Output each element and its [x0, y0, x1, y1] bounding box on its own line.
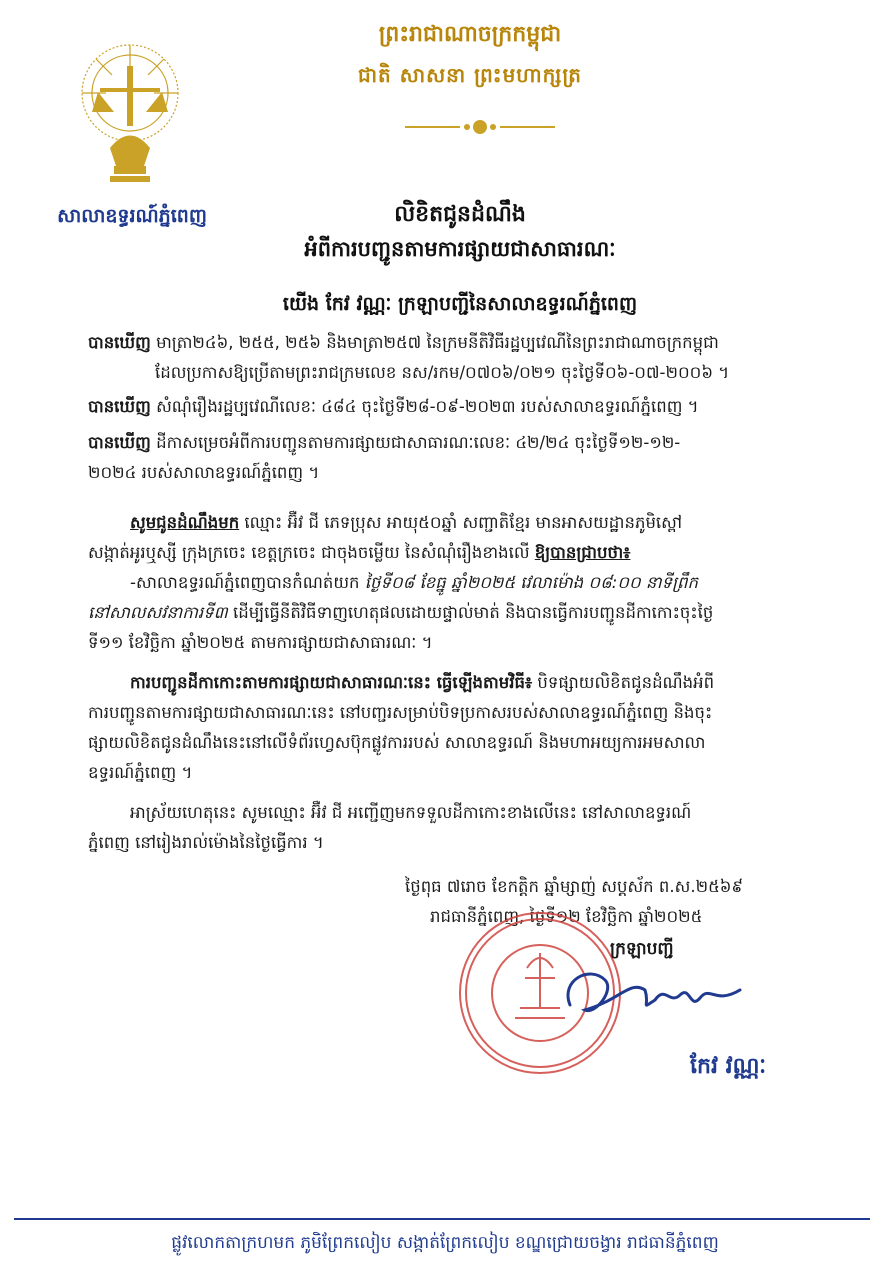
notification-paragraph [130, 508, 850, 538]
reference-3 [88, 428, 848, 458]
reference-3-continued: ២០២៤ របស់សាលាឧទ្ធរណ៍ភ្នំពេញ ។ [88, 463, 320, 482]
place-date: រាជធានីភ្នំពេញ, ថ្ងៃទី១២ ខែវិច្ឆិកា ឆ្នាំ២០២៥ [430, 907, 703, 926]
reference-text: សំណុំរឿងរដ្ឋប្បវេណីលេខៈ ៤៨៤ ចុះថ្ងៃទី២៨-០៩-២០២៣ របស់សាលាឧទ្ធរណ៍ភ្នំពេញ ។ [156, 397, 699, 416]
document-title: លិខិតជូនដំណឹង [394, 202, 526, 227]
document-subtitle: អំពីការបញ្ជូនតាមការផ្សាយជាសាធារណៈ [304, 237, 616, 261]
lunar-date: ថ្ងៃពុធ ៧រោច ខែកត្តិក ឆ្នាំម្សាញ់ សប្តស័ក ព.ស.២៥៦៩ [405, 877, 744, 896]
notification-continued [88, 538, 858, 568]
conclusion-paragraph: អាស្រ័យហេតុនេះ សូមឈ្មោះ អ៊ឺវ ជី អញ្ជើញមកទទួលដីកាកោះខាងលើនេះ នៅសាលាឧទ្ធរណ៍ [130, 803, 692, 822]
hearing-paragraph-line-2 [88, 598, 858, 628]
hearing-lead: -សាលាឧទ្ធរណ៍ភ្នំពេញបានកំណត់យក [130, 573, 360, 592]
notification-tail: ឱ្យបានជ្រាបថា៖ [534, 543, 631, 562]
hearing-paragraph-line-3: ទី១១ ខែវិច្ឆិកា ឆ្នាំ២០២៥ តាមការផ្សាយជាសាធារណៈ ។ [88, 633, 433, 652]
reference-label: បានឃើញ [88, 397, 151, 416]
notification-text: ឈ្មោះ អ៊ឺវ ជី ភេទប្រុស អាយុ៥០ឆ្នាំ សញ្ជាតិខ្មែរ មានអាសយដ្ឋានភូមិស្ពៅ [244, 513, 683, 532]
reference-text: មាត្រា២៤៦, ២៥៥, ២៥៦ និងមាត្រា២៥៧ នៃក្រមនីតិវិធីរដ្ឋប្បវេណីនៃព្រះរាជាណាចក្រកម្ពុជា [156, 333, 719, 352]
method-line-3: ផ្សាយលិខិតជូនដំណឹងនេះនៅលើទំព័រហ្វេសប៊ុកផ្លូវការរបស់ សាលាឧទ្ធរណ៍ និងមហាអយ្យការអមសាលា [88, 733, 706, 752]
handwritten-signature-icon [550, 960, 750, 1030]
method-lead: ការបញ្ជូនដីកាកោះតាមការផ្សាយជាសាធារណៈនេះ ធ្វើឡើងតាមវិធី៖ [130, 673, 533, 692]
court-emblem-icon [70, 38, 190, 198]
declarant-line: យើង កែវ វណ្ណៈ ក្រឡាបញ្ជីនៃសាលាឧទ្ធរណ៍ភ្នំពេញ [282, 293, 638, 315]
hearing-date: ថ្ងៃទី០៨ ខែធ្នូ ឆ្នាំ២០២៥ វេលាម៉ោង ០៨:០០ នាទីព្រឹក [364, 573, 698, 592]
method-text: បិទផ្សាយលិខិតជូនដំណឹងអំពី [537, 673, 715, 692]
footer-divider [14, 1218, 870, 1220]
method-line-2: ការបញ្ជូនតាមការផ្សាយជាសាធារណៈនេះ នៅបញ្ជរសម្រាប់បិទប្រកាសរបស់សាលាឧទ្ធរណ៍ភ្នំពេញ និងចុះ [88, 703, 713, 722]
notification-address: សង្កាត់អូរឬស្សី ក្រុងក្រចេះ ខេត្តក្រចេះ ជាចុងចម្លើយ នៃសំណុំរឿងខាងលើ [88, 543, 530, 562]
reference-1 [88, 328, 848, 358]
ornament-divider-icon [405, 118, 555, 136]
conclusion-line-2: ភ្នំពេញ នៅរៀងរាល់ម៉ោងនៃថ្ងៃធ្វើការ ។ [88, 833, 324, 852]
reference-2 [88, 392, 848, 422]
kingdom-title: ព្រះរាជាណាចក្រកម្ពុជា [378, 22, 562, 47]
reference-label: បានឃើញ [88, 333, 151, 352]
signatory-name: កែវ វណ្ណៈ [690, 1054, 767, 1079]
method-line-4: ឧទ្ធរណ៍ភ្នំពេញ ។ [88, 763, 193, 782]
reference-label: បានឃើញ [88, 433, 151, 452]
reference-text: ដីកាសម្រេចអំពីការបញ្ជូនតាមការផ្សាយជាសាធារណៈលេខៈ ៤២/២៤ ចុះថ្ងៃទី១២-១២- [156, 433, 681, 452]
reference-1-continued: ដែលប្រកាសឱ្យប្រើតាមព្រះរាជក្រមលេខ នស/រកម/០៧០៦/០២១ ចុះថ្ងៃទី០៦-០៧-២០០៦ ។ [155, 363, 730, 382]
method-paragraph [130, 668, 850, 698]
signatory-role: ក្រឡាបញ្ជី [610, 939, 674, 959]
notification-label: សូមជូនដំណឹងមក [130, 513, 240, 532]
hearing-paragraph [130, 568, 850, 598]
hearing-room: នៅសាលសវនាការទី៣ [88, 603, 228, 622]
footer-address: ផ្លូវលោកតាក្រហមក ភូមិព្រែកលៀប សង្កាត់ព្រែកលៀប ខណ្ឌជ្រោយចង្វារ រាជធានីភ្នំពេញ [171, 1233, 719, 1253]
court-name: សាលាឧទ្ធរណ៍ភ្នំពេញ [57, 205, 207, 227]
national-motto: ជាតិ សាសនា ព្រះមហាក្សត្រ [358, 63, 582, 87]
hearing-purpose: ដើម្បីធ្វើនីតិវិធីទាញហេតុផលដោយផ្ទាល់មាត់ និងបានធ្វើការបញ្ជូនដីកាកោះចុះថ្ងៃ [233, 603, 714, 622]
